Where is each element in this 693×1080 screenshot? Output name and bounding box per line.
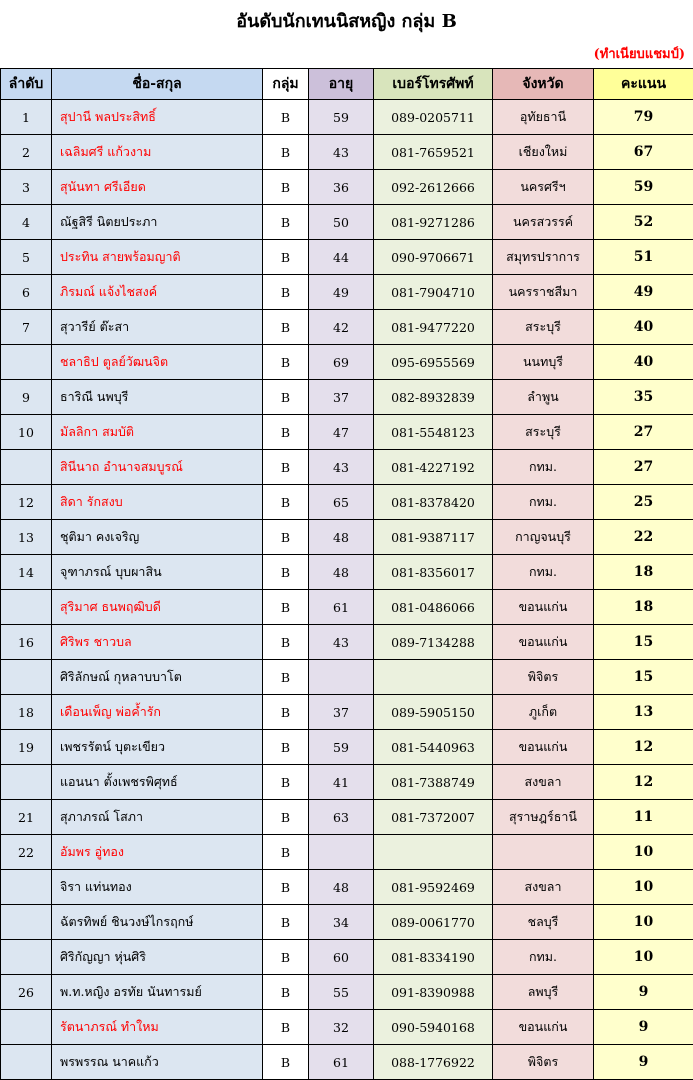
table-row: [1, 1045, 693, 1080]
table-row: [1, 975, 693, 1010]
table-row: [1, 415, 693, 450]
cell-score: 10: [594, 940, 693, 975]
cell-score: 49: [594, 275, 693, 310]
cell-score: 18: [594, 590, 693, 625]
cell-phone: 090-9706671: [374, 240, 493, 275]
cell-name: สินีนาถ อำนาจสมบูรณ์: [52, 450, 263, 485]
cell-province: ภูเก็ต: [493, 695, 594, 730]
cell-score: 11: [594, 800, 693, 835]
cell-group: B: [263, 275, 309, 310]
cell-rank: [1, 870, 52, 905]
cell-age: 43: [309, 135, 374, 170]
cell-province: สงขลา: [493, 870, 594, 905]
cell-score: 12: [594, 730, 693, 765]
col-header-phone: เบอร์โทรศัพท์: [374, 69, 493, 100]
cell-age: 36: [309, 170, 374, 205]
cell-province: อุทัยธานี: [493, 100, 594, 135]
cell-score: 12: [594, 765, 693, 800]
cell-score: 9: [594, 1045, 693, 1080]
cell-phone: 082-8932839: [374, 380, 493, 415]
cell-rank: 22: [1, 835, 52, 870]
table-row: [1, 660, 693, 695]
cell-phone: 089-5905150: [374, 695, 493, 730]
table-row: [1, 1010, 693, 1045]
table-row: [1, 485, 693, 520]
cell-score: 27: [594, 415, 693, 450]
cell-phone: 081-7904710: [374, 275, 493, 310]
cell-group: B: [263, 380, 309, 415]
cell-phone: [374, 835, 493, 870]
table-row: [1, 345, 693, 380]
cell-name: ศิริลักษณ์ กุหลาบบาโต: [52, 660, 263, 695]
cell-score: 51: [594, 240, 693, 275]
cell-score: 9: [594, 975, 693, 1010]
cell-phone: 081-8356017: [374, 555, 493, 590]
cell-province: กทม.: [493, 485, 594, 520]
col-header-province: จังหวัด: [493, 69, 594, 100]
cell-rank: 3: [1, 170, 52, 205]
cell-name: พ.ท.หญิง อรทัย นันทารมย์: [52, 975, 263, 1010]
table-row: [1, 590, 693, 625]
cell-province: กทม.: [493, 940, 594, 975]
cell-name: ประทิน สายพร้อมญาติ: [52, 240, 263, 275]
cell-group: B: [263, 765, 309, 800]
cell-phone: 089-0061770: [374, 905, 493, 940]
cell-phone: 081-5440963: [374, 730, 493, 765]
cell-group: B: [263, 345, 309, 380]
cell-group: B: [263, 1045, 309, 1080]
cell-age: [309, 660, 374, 695]
cell-phone: 081-8334190: [374, 940, 493, 975]
cell-age: 47: [309, 415, 374, 450]
cell-group: B: [263, 310, 309, 345]
cell-group: B: [263, 835, 309, 870]
cell-phone: 081-7388749: [374, 765, 493, 800]
cell-province: สุราษฎร์ธานี: [493, 800, 594, 835]
cell-group: B: [263, 800, 309, 835]
cell-score: 52: [594, 205, 693, 240]
table-row: [1, 800, 693, 835]
table-row: [1, 870, 693, 905]
table-row: [1, 555, 693, 590]
cell-phone: 095-6955569: [374, 345, 493, 380]
cell-score: 10: [594, 870, 693, 905]
col-header-group: กลุ่ม: [263, 69, 309, 100]
cell-age: 32: [309, 1010, 374, 1045]
cell-phone: 090-5940168: [374, 1010, 493, 1045]
cell-name: แอนนา ตั้งเพชรพิศุทธ์: [52, 765, 263, 800]
cell-province: สงขลา: [493, 765, 594, 800]
cell-group: B: [263, 730, 309, 765]
cell-age: 41: [309, 765, 374, 800]
cell-name: ชลาธิป ตูลย์วัฒนจิต: [52, 345, 263, 380]
cell-group: B: [263, 660, 309, 695]
cell-phone: 092-2612666: [374, 170, 493, 205]
cell-age: 61: [309, 590, 374, 625]
cell-score: 67: [594, 135, 693, 170]
cell-group: B: [263, 485, 309, 520]
cell-rank: [1, 940, 52, 975]
cell-score: 40: [594, 310, 693, 345]
cell-rank: [1, 590, 52, 625]
cell-group: B: [263, 100, 309, 135]
cell-phone: 091-8390988: [374, 975, 493, 1010]
table-row: [1, 275, 693, 310]
cell-province: ขอนแก่น: [493, 590, 594, 625]
cell-score: 10: [594, 905, 693, 940]
cell-rank: [1, 765, 52, 800]
cell-province: นครศรีฯ: [493, 170, 594, 205]
cell-phone: [374, 660, 493, 695]
cell-group: B: [263, 135, 309, 170]
cell-score: 25: [594, 485, 693, 520]
cell-age: 48: [309, 520, 374, 555]
table-row: [1, 380, 693, 415]
cell-phone: 081-4227192: [374, 450, 493, 485]
cell-rank: [1, 660, 52, 695]
cell-province: กาญจนบุรี: [493, 520, 594, 555]
cell-province: สระบุรี: [493, 310, 594, 345]
cell-phone: 081-7659521: [374, 135, 493, 170]
cell-score: 18: [594, 555, 693, 590]
cell-rank: 10: [1, 415, 52, 450]
cell-name: ณัฐสิรี นิตยประภา: [52, 205, 263, 240]
cell-age: 43: [309, 625, 374, 660]
cell-phone: 081-9477220: [374, 310, 493, 345]
cell-rank: 1: [1, 100, 52, 135]
cell-province: นครสวรรค์: [493, 205, 594, 240]
cell-age: 34: [309, 905, 374, 940]
cell-age: 63: [309, 800, 374, 835]
cell-province: ขอนแก่น: [493, 1010, 594, 1045]
cell-age: 37: [309, 380, 374, 415]
cell-age: 55: [309, 975, 374, 1010]
cell-province: กทม.: [493, 450, 594, 485]
col-header-age: อายุ: [309, 69, 374, 100]
table-row: [1, 520, 693, 555]
cell-name: ฉัตรทิพย์ ชินวงษ์ไกรฤกษ์: [52, 905, 263, 940]
cell-name: สุภาภรณ์ โสภา: [52, 800, 263, 835]
cell-name: ชุติมา คงเจริญ: [52, 520, 263, 555]
cell-group: B: [263, 555, 309, 590]
cell-name: สุวารีย์ ต๊ะสา: [52, 310, 263, 345]
cell-rank: [1, 450, 52, 485]
cell-group: B: [263, 870, 309, 905]
cell-age: 48: [309, 555, 374, 590]
cell-phone: 081-9271286: [374, 205, 493, 240]
col-header-score: คะแนน: [594, 69, 693, 100]
cell-group: B: [263, 1010, 309, 1045]
cell-rank: 5: [1, 240, 52, 275]
cell-group: B: [263, 520, 309, 555]
header-row: [1, 69, 693, 100]
cell-name: รัตนาภรณ์ ทำใหม: [52, 1010, 263, 1045]
cell-rank: 12: [1, 485, 52, 520]
table-row: [1, 905, 693, 940]
cell-name: สุปานี พลประสิทธิ์: [52, 100, 263, 135]
cell-rank: 7: [1, 310, 52, 345]
cell-score: 27: [594, 450, 693, 485]
cell-province: เชียงใหม่: [493, 135, 594, 170]
cell-rank: [1, 1045, 52, 1080]
cell-score: 10: [594, 835, 693, 870]
cell-age: 42: [309, 310, 374, 345]
cell-province: พิจิตร: [493, 1045, 594, 1080]
cell-name: ธาริณี นพบุรี: [52, 380, 263, 415]
table-row: [1, 730, 693, 765]
cell-age: 48: [309, 870, 374, 905]
cell-name: อัมพร อู่ทอง: [52, 835, 263, 870]
cell-group: B: [263, 695, 309, 730]
cell-age: 60: [309, 940, 374, 975]
cell-name: เพชรรัตน์ บุตะเขียว: [52, 730, 263, 765]
cell-rank: 19: [1, 730, 52, 765]
cell-age: 61: [309, 1045, 374, 1080]
cell-age: 50: [309, 205, 374, 240]
cell-rank: [1, 1010, 52, 1045]
cell-group: B: [263, 590, 309, 625]
col-header-name: ชื่อ-สกุล: [52, 69, 263, 100]
cell-group: B: [263, 975, 309, 1010]
cell-name: มัลลิกา สมบัติ: [52, 415, 263, 450]
table-row: [1, 695, 693, 730]
cell-name: จิรา แท่นทอง: [52, 870, 263, 905]
cell-phone: 081-8378420: [374, 485, 493, 520]
table-row: [1, 310, 693, 345]
col-header-rank: ลำดับ: [1, 69, 52, 100]
cell-score: 15: [594, 660, 693, 695]
cell-score: 9: [594, 1010, 693, 1045]
cell-group: B: [263, 415, 309, 450]
cell-age: 37: [309, 695, 374, 730]
cell-phone: 081-0486066: [374, 590, 493, 625]
cell-score: 35: [594, 380, 693, 415]
cell-age: 59: [309, 730, 374, 765]
cell-rank: 9: [1, 380, 52, 415]
cell-phone: 081-5548123: [374, 415, 493, 450]
cell-province: ขอนแก่น: [493, 730, 594, 765]
cell-score: 40: [594, 345, 693, 380]
cell-province: สมุทรปราการ: [493, 240, 594, 275]
cell-age: [309, 835, 374, 870]
cell-phone: 081-7372007: [374, 800, 493, 835]
table-body: [1, 100, 693, 1080]
cell-group: B: [263, 205, 309, 240]
cell-province: สระบุรี: [493, 415, 594, 450]
cell-group: B: [263, 240, 309, 275]
cell-phone: 089-7134288: [374, 625, 493, 660]
cell-rank: 2: [1, 135, 52, 170]
table-row: [1, 450, 693, 485]
cell-name: ภิรมณ์ แจ้งไชสงค์: [52, 275, 263, 310]
hall-of-fame-note: (ทำเนียบแชมป์): [593, 47, 685, 62]
table-row: [1, 765, 693, 800]
cell-group: B: [263, 905, 309, 940]
table-row: [1, 170, 693, 205]
cell-name: สิดา รักสงบ: [52, 485, 263, 520]
cell-name: พรพรรณ นาคแก้ว: [52, 1045, 263, 1080]
cell-province: ลพบุรี: [493, 975, 594, 1010]
cell-group: B: [263, 170, 309, 205]
cell-score: 22: [594, 520, 693, 555]
cell-rank: 18: [1, 695, 52, 730]
cell-rank: 13: [1, 520, 52, 555]
cell-province: ชลบุรี: [493, 905, 594, 940]
cell-name: เฉลิมศรี แก้วงาม: [52, 135, 263, 170]
cell-rank: 16: [1, 625, 52, 660]
cell-rank: [1, 345, 52, 380]
cell-name: สุนันทา ศรีเอียด: [52, 170, 263, 205]
cell-name: สุริมาศ ธนพฤฒิบดี: [52, 590, 263, 625]
cell-group: B: [263, 625, 309, 660]
cell-rank: 14: [1, 555, 52, 590]
cell-province: [493, 835, 594, 870]
cell-age: 69: [309, 345, 374, 380]
cell-age: 59: [309, 100, 374, 135]
table-row: [1, 835, 693, 870]
cell-name: จุฑาภรณ์ บุบผาสิน: [52, 555, 263, 590]
table-row: [1, 240, 693, 275]
cell-score: 15: [594, 625, 693, 660]
cell-province: นนทบุรี: [493, 345, 594, 380]
cell-province: ขอนแก่น: [493, 625, 594, 660]
ranking-table: [0, 68, 693, 1080]
cell-age: 43: [309, 450, 374, 485]
cell-phone: 081-9387117: [374, 520, 493, 555]
table-row: [1, 940, 693, 975]
cell-name: ศิริพร ชาวบล: [52, 625, 263, 660]
cell-phone: 089-0205711: [374, 100, 493, 135]
cell-rank: 4: [1, 205, 52, 240]
table-row: [1, 625, 693, 660]
cell-name: เดือนเพ็ญ พ่อค้ำรัก: [52, 695, 263, 730]
cell-province: พิจิตร: [493, 660, 594, 695]
cell-group: B: [263, 940, 309, 975]
cell-score: 79: [594, 100, 693, 135]
cell-province: นครราชสีมา: [493, 275, 594, 310]
table-row: [1, 100, 693, 135]
cell-age: 44: [309, 240, 374, 275]
page-title: อันดับนักเทนนิสหญิง กลุ่ม B: [236, 11, 457, 32]
cell-score: 59: [594, 170, 693, 205]
table-row: [1, 205, 693, 240]
cell-province: กทม.: [493, 555, 594, 590]
cell-rank: 6: [1, 275, 52, 310]
cell-rank: 21: [1, 800, 52, 835]
cell-age: 65: [309, 485, 374, 520]
cell-rank: [1, 905, 52, 940]
cell-name: ศิริกัญญา หุ่นศิริ: [52, 940, 263, 975]
cell-rank: 26: [1, 975, 52, 1010]
cell-phone: 088-1776922: [374, 1045, 493, 1080]
cell-province: ลำพูน: [493, 380, 594, 415]
cell-phone: 081-9592469: [374, 870, 493, 905]
cell-age: 49: [309, 275, 374, 310]
cell-score: 13: [594, 695, 693, 730]
cell-group: B: [263, 450, 309, 485]
table-row: [1, 135, 693, 170]
